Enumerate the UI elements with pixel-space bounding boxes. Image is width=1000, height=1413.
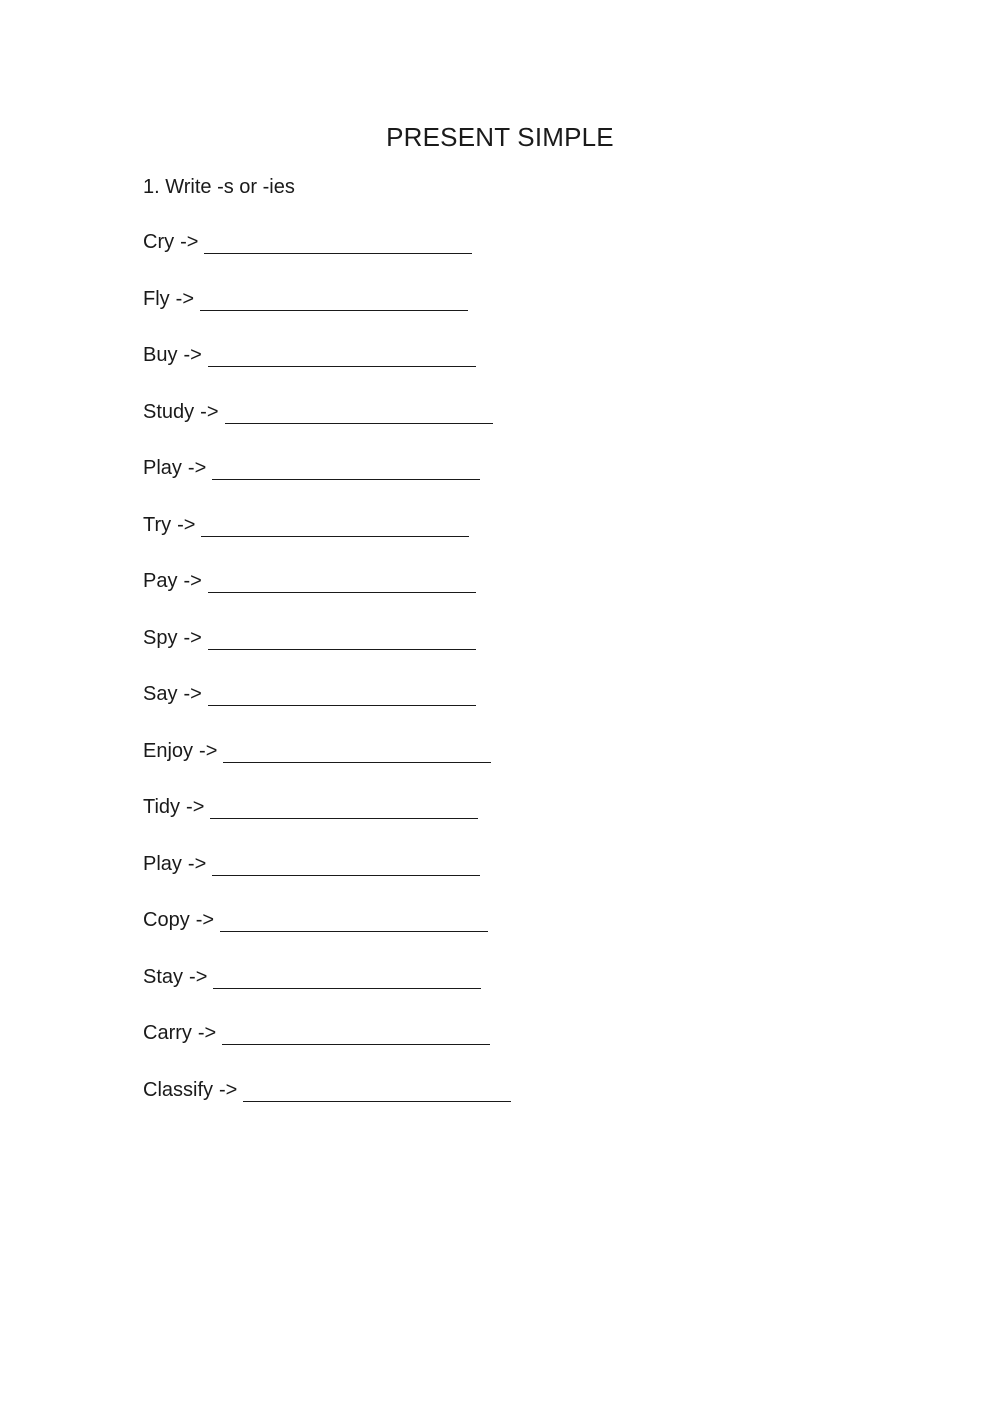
answer-blank[interactable] (208, 341, 476, 367)
exercise-instruction: 1. Write -s or -ies (143, 176, 295, 198)
verb-word: Pay (143, 570, 178, 592)
page-title: PRESENT SIMPLE (386, 122, 614, 152)
verb-word: Fly (143, 287, 170, 310)
arrow-glyph: -> (180, 231, 199, 253)
verb-word: Enjoy (143, 739, 194, 762)
answer-blank[interactable] (225, 398, 493, 424)
exercise-item (143, 511, 511, 568)
exercise-item (143, 228, 511, 285)
answer-blank[interactable] (200, 285, 468, 311)
arrow-glyph: -> (199, 739, 218, 762)
answer-blank[interactable] (212, 850, 480, 876)
answer-blank[interactable] (201, 511, 469, 537)
verb-word: Spy (143, 626, 178, 649)
verb-word: Classify (143, 1078, 214, 1101)
verb-word: Play (143, 457, 182, 479)
arrow-glyph: -> (186, 796, 205, 818)
exercise-item (143, 906, 511, 963)
arrow-glyph: -> (219, 1078, 238, 1101)
answer-blank[interactable] (208, 567, 476, 593)
answer-blank[interactable] (222, 1019, 490, 1045)
answer-blank[interactable] (208, 624, 476, 650)
answer-blank[interactable] (212, 454, 480, 480)
answer-blank[interactable] (208, 680, 476, 706)
answer-blank[interactable] (223, 737, 491, 763)
exercise-item (143, 341, 511, 398)
verb-word: Stay (143, 965, 184, 988)
arrow-glyph: -> (175, 287, 195, 310)
exercise-list (143, 228, 511, 1132)
verb-word: Buy (143, 344, 178, 366)
arrow-glyph: -> (187, 852, 207, 875)
exercise-item (143, 737, 511, 794)
exercise-item (143, 850, 511, 907)
arrow-glyph: -> (183, 626, 202, 649)
exercise-item (143, 1076, 511, 1133)
verb-word: Play (143, 852, 182, 875)
verb-word: Try (143, 513, 172, 536)
arrow-glyph: -> (177, 513, 196, 536)
exercise-item (143, 285, 511, 342)
arrow-glyph: -> (187, 457, 207, 479)
exercise-item (143, 567, 511, 624)
exercise-item (143, 1019, 511, 1076)
verb-word: Say (143, 683, 178, 705)
verb-word: Carry (143, 1022, 192, 1044)
arrow-glyph: -> (189, 965, 208, 988)
answer-blank[interactable] (210, 793, 478, 819)
exercise-item (143, 963, 511, 1020)
arrow-glyph: -> (200, 400, 219, 423)
answer-blank[interactable] (204, 228, 472, 254)
answer-blank[interactable] (220, 906, 488, 932)
exercise-item (143, 793, 511, 850)
exercise-item (143, 680, 511, 737)
arrow-glyph: -> (183, 683, 202, 705)
verb-word: Copy (143, 909, 190, 931)
exercise-item (143, 624, 511, 681)
answer-blank[interactable] (243, 1076, 511, 1102)
arrow-glyph: -> (195, 909, 215, 931)
verb-word: Cry (143, 231, 175, 253)
exercise-item (143, 398, 511, 455)
arrow-glyph: -> (183, 344, 202, 366)
arrow-glyph: -> (183, 570, 202, 592)
verb-word: Tidy (143, 796, 181, 818)
exercise-item (143, 454, 511, 511)
answer-blank[interactable] (213, 963, 481, 989)
verb-word: Study (143, 400, 195, 423)
arrow-glyph: -> (197, 1022, 217, 1044)
